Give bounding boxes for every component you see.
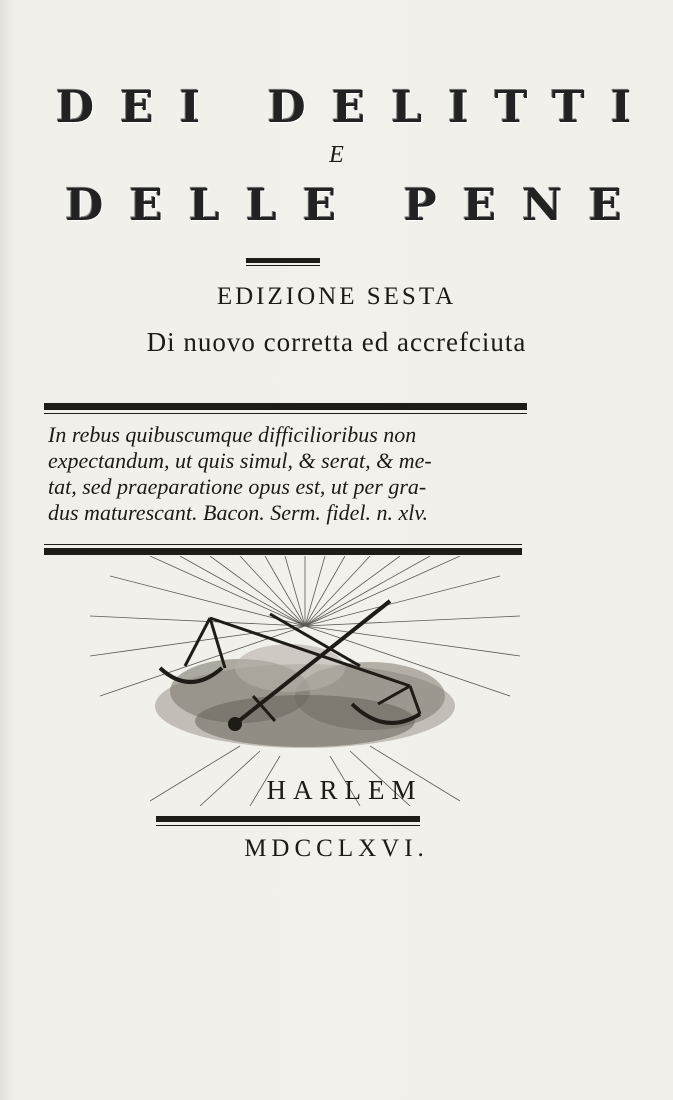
divider-rule (44, 548, 522, 555)
title-line-2: DELLE PENE (65, 180, 648, 231)
divider-rule (246, 258, 320, 263)
edition-label: EDIZIONE SESTA (216, 283, 457, 310)
scales-of-justice-and-sword-icon (90, 556, 520, 806)
divider-rule (44, 413, 527, 414)
title-line-1: DEI DELITTI (55, 82, 658, 133)
motto-line: expectandum, ut quis simul, & serat, & me- (48, 448, 432, 473)
motto-line: tat, sed praeparatione opus est, ut per gra- (48, 474, 427, 499)
motto-line: In rebus quibuscumque difficilioribus non (48, 422, 417, 447)
divider-rule (156, 816, 420, 822)
divider-rule (44, 544, 522, 545)
motto-line: dus maturescant. Bacon. Serm. fidel. n. xlv. (48, 500, 429, 525)
divider-rule (156, 825, 420, 826)
title-conjunction: E (329, 142, 344, 168)
divider-rule (246, 265, 320, 266)
divider-rule (44, 403, 527, 410)
clouds (155, 644, 455, 748)
imprint-place: HARLEM (266, 775, 423, 805)
imprint-year: MDCCLXVI. (244, 835, 429, 862)
subtitle: Di nuovo corretta ed accrefciuta (146, 327, 527, 357)
